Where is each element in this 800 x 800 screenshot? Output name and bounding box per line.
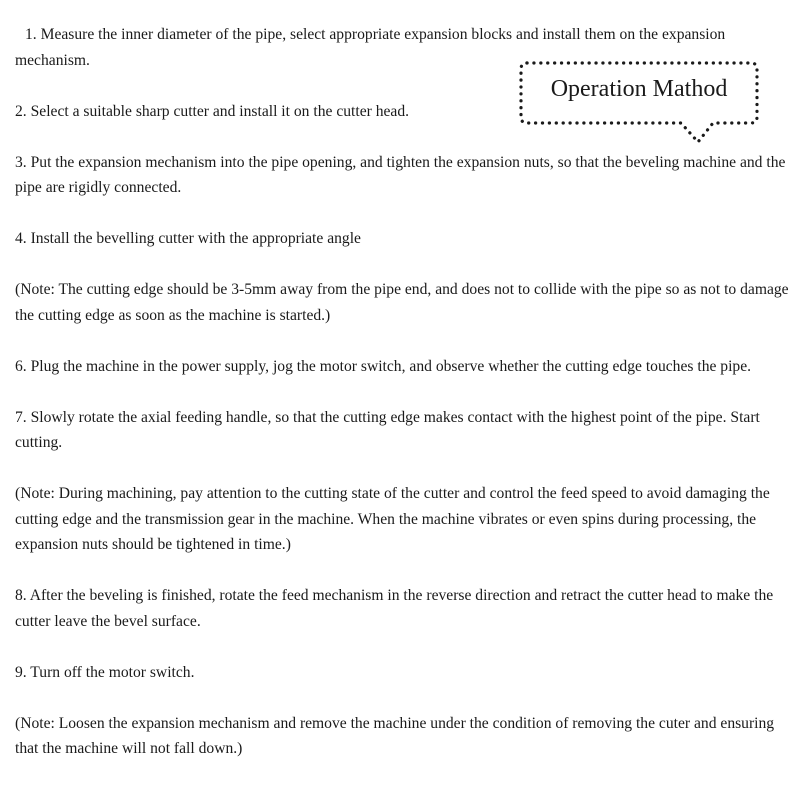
- note-3-paragraph: (Note: Loosen the expansion mechanism and remove the machine under the condition of removing the cuter and ensuring that the machine will not fall down.): [15, 714, 775, 757]
- note-1-paragraph: (Note: The cutting edge should be 3-5mm away from the pipe end, and does not to collide with the pipe so as not to damage the cutting edge as soon as the machine is started.): [15, 281, 789, 324]
- step-7-paragraph: 7. Slowly rotate the axial feeding handle, so that the cutting edge makes contact with the highest point of the pipe. Start cutting.: [15, 408, 760, 451]
- step-3-paragraph: 3. Put the expansion mechanism into the pipe opening, and tighten the expansion nuts, so that the beveling machine and the pipe are rigidly connected.: [15, 153, 786, 196]
- step-2-paragraph: 2. Select a suitable sharp cutter and install it on the cutter head.: [15, 102, 410, 120]
- step-9-paragraph: 9. Turn off the motor switch.: [15, 663, 195, 681]
- callout-title: Operation Mathod: [550, 76, 728, 102]
- step-1-paragraph: 1. Measure the inner diameter of the pipe, select appropriate expansion blocks and install them on the expansion mechanism.: [15, 26, 726, 69]
- step-6-paragraph: 6. Plug the machine in the power supply, jog the motor switch, and observe whether the cutting edge touches the pipe.: [15, 357, 752, 375]
- note-2-paragraph: (Note: During machining, pay attention to the cutting state of the cutter and control the feed speed to avoid damaging the cutting edge and the transmission gear in the machine. When the machine vibrates or even spins during processing, the expansion nuts should be tightened in time.): [15, 485, 770, 553]
- operation-method-callout: [517, 58, 761, 148]
- step-4-paragraph: 4. Install the bevelling cutter with the appropriate angle: [15, 230, 361, 247]
- step-8-paragraph: 8. After the beveling is finished, rotate the feed mechanism in the reverse direction and retract the cutter head to make the cutter leave the bevel surface.: [15, 587, 774, 630]
